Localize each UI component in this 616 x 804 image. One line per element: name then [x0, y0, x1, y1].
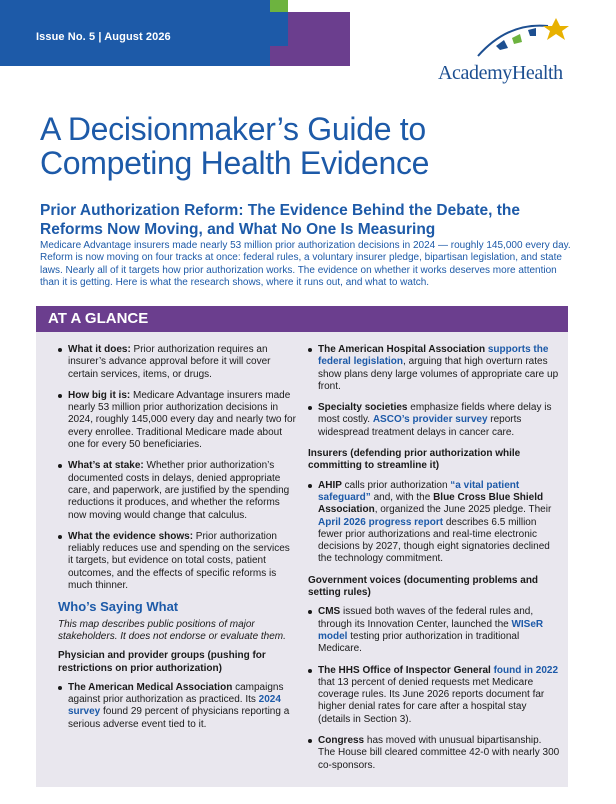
list-item: Congress has moved with unusual bipartisanship. The House bill cleared committee 42-0 with nearly 300 co-sponsors.	[308, 735, 560, 772]
at-a-glance-header: AT A GLANCE	[36, 306, 568, 332]
list-item: AHIP calls prior authorization “a vital patient safeguard” and, with the Blue Cross Blue Shield Association, organized the June 2025 pledge. Their April 2026 progress report describes 6.5 million fewer prior authorizations and real-time electronic decisions by 2027, though eight signatories declined the technology commitment.	[308, 480, 560, 566]
whos-saying-heading: Who’s Saying What	[58, 599, 179, 615]
logo-wordmark: AcademyHealth	[438, 62, 563, 84]
aha-legislation-link[interactable]: supports the federal legislation	[318, 344, 549, 368]
oig-2022-link[interactable]: found in 2022	[493, 664, 559, 676]
masthead-bar	[0, 0, 270, 66]
academyhealth-logo	[438, 16, 578, 86]
decorative-square-blue	[270, 12, 288, 46]
disclaimer-note: This map describes public positions of major stakeholders. It does not endorse or evaluate them.	[58, 618, 286, 642]
page-title: A Decisionmaker’s Guide to Competing Health Evidence	[40, 111, 430, 181]
decorative-square-purple	[288, 12, 350, 66]
glance-bullet-list	[58, 344, 296, 592]
at-a-glance-panel	[36, 332, 568, 787]
list-item: CMS issued both waves of the federal rules and, through its Innovation Center, launched the WISeR model testing prior authorization in traditional Medicare.	[308, 606, 560, 655]
asco-survey-link[interactable]: ASCO’s provider survey	[372, 414, 488, 426]
ahip-safeguard-link[interactable]: “a vital patient safeguard”	[318, 479, 520, 503]
progress-report-link[interactable]: April 2026 progress report	[318, 516, 444, 528]
logo-swoosh-icon	[438, 16, 578, 64]
ama-survey-link[interactable]: 2024 survey	[68, 694, 281, 718]
list-item: What the evidence shows: Prior authorization reliably reduces use and spending on the services it targets, but evidence on total costs, patient outcomes, and the effects of specific reforms is much thinner.	[58, 531, 296, 592]
list-item: The HHS Office of Inspector General found in 2022 that 13 percent of denied requests met Medicare coverage rules. Its June 2026 reports document far higher denial rates for care after a hospital stay (details in Section 3).	[308, 665, 560, 726]
decorative-square-purple-small	[270, 46, 288, 66]
list-item: The American Medical Association campaigns against prior authorization as practiced. Its 2024 survey found 29 percent of physicians reporting a serious adverse event tied to it.	[58, 682, 296, 731]
list-item: What it does: Prior authorization requires an insurer’s advance approval before it will cover certain services, items, or drugs.	[58, 344, 296, 381]
glance-right-column	[308, 344, 560, 781]
wiser-model-link[interactable]: WISeR model	[318, 618, 544, 642]
list-item: Specialty societies emphasize fields where delay is most costly. ASCO’s provider survey reports widespread treatment delays in cancer care.	[308, 402, 560, 439]
page-subtitle: Prior Authorization Reform: The Evidence Behind the Debate, the Reforms Now Moving, and What No One Is Measuring	[40, 202, 520, 238]
glance-left-column	[58, 344, 296, 740]
group-heading-government: Government voices (documenting problems and setting rules)	[308, 574, 539, 599]
group-heading-physicians: Physician and provider groups (pushing for restrictions on prior authorization)	[58, 650, 266, 674]
decorative-square-green	[270, 0, 288, 12]
intro-paragraph: Medicare Advantage insurers made nearly 53 million prior authorization decisions in 2024 — roughly 145,000 every day. Reform is now moving on four tracks at once: federal rules, a voluntary insurer pledge, bipartisan legislation, and state laws. Nearly all of it targets how prior authorization works. The evidence on whether it works deserves more attention than it is getting. Here is what the research shows, where it runs out, and what to watch.	[40, 240, 571, 288]
list-item: How big it is: Medicare Advantage insurers made nearly 53 million prior authorization decisions in 2024, roughly 145,000 every day and nearly two for every enrollee. Traditional Medicare made about one for every 50 beneficiaries.	[58, 390, 296, 451]
list-item: What’s at stake: Whether prior authorization’s documented costs in delays, denied appropriate care, and paperwork, are justified by the spending reductions it produces, and whether the reforms now moving would change that calculus.	[58, 460, 296, 521]
list-item: The American Hospital Association supports the federal legislation, arguing that high overturn rates show plans deny large volumes of appropriate care up front.	[308, 344, 560, 393]
issue-label: Issue No. 5 | August 2026	[36, 31, 171, 43]
group-heading-insurers: Insurers (defending prior authorization while committing to streamline it)	[308, 448, 521, 472]
